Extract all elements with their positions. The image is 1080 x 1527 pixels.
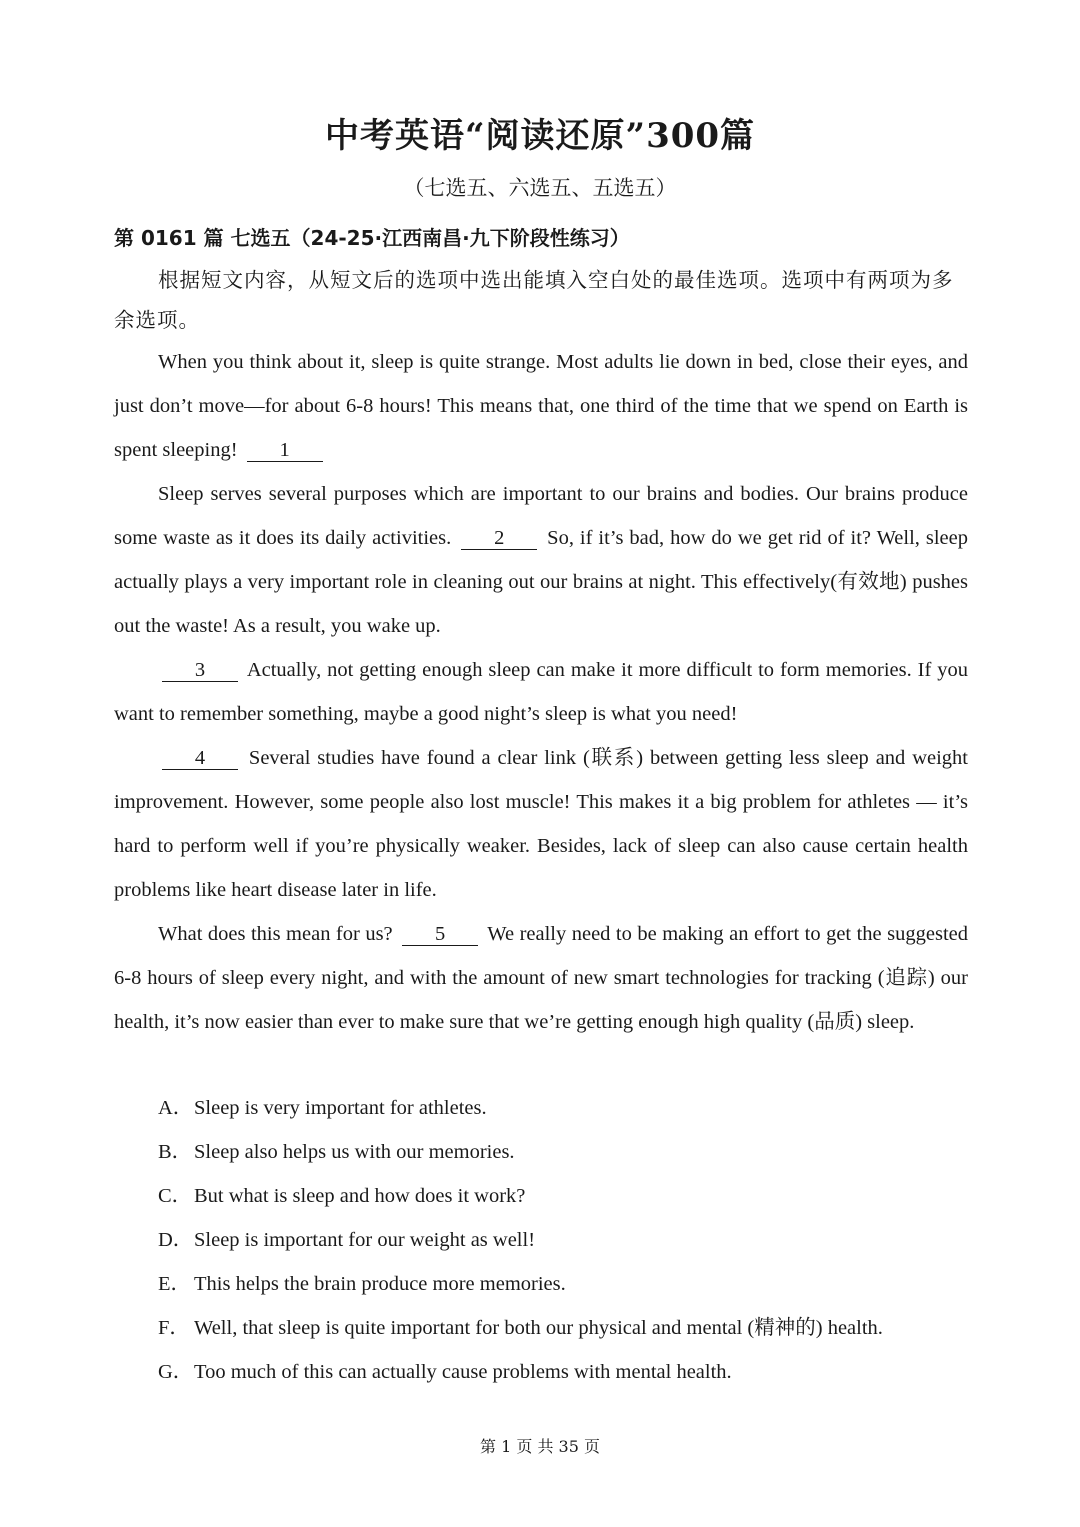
option-letter: B． [158, 1141, 193, 1163]
section-header: 第 0161 篇 七选五（24-25·江西南昌·九下阶段性练习） [114, 226, 630, 250]
blank-5: 5 [402, 923, 478, 946]
paragraph-5-before: What does this mean for us? [158, 923, 393, 945]
option-e [158, 1262, 978, 1306]
page-footer: 第 1 页 共 35 页 [480, 1437, 600, 1456]
option-a [158, 1086, 978, 1130]
option-text: Sleep also helps us with our memories. [194, 1141, 515, 1163]
passage [114, 340, 968, 1044]
option-letter: E． [158, 1273, 192, 1295]
paragraph-5-after: We really need to be making an effort to get the suggested 6-8 hours of sleep every night, and with the amount of new smart technologies for tracking (追踪) our health, it’s now easier than ever to make sure that we’re getting enough high quality (品质) sleep. [114, 923, 968, 1033]
document-title: 中考英语“阅读还原”300篇 [324, 116, 756, 156]
option-text: Well, that sleep is quite important for both our physical and mental (精神的) health. [194, 1317, 883, 1339]
blank-3: 3 [162, 659, 238, 682]
option-letter: C． [158, 1185, 193, 1207]
option-d [158, 1218, 978, 1262]
option-letter: A． [158, 1097, 194, 1119]
option-text: Too much of this can actually cause problems with mental health. [194, 1361, 732, 1383]
options-list [158, 1086, 978, 1394]
paragraph-3-text: Actually, not getting enough sleep can make it more difficult to form memories. If you want to remember something, maybe a good night’s sleep is what you need! [114, 659, 968, 725]
option-letter: G． [158, 1361, 194, 1383]
option-text: This helps the brain produce more memories. [194, 1273, 566, 1295]
paragraph-5 [114, 912, 968, 1044]
option-text: But what is sleep and how does it work? [194, 1185, 526, 1207]
paragraph-2-before: Sleep serves several purposes which are important to our brains and bodies. Our brains produce some waste as it does its daily activities. [114, 483, 968, 549]
blank-1: 1 [247, 439, 323, 462]
option-letter: F． [158, 1317, 190, 1339]
paragraph-2-after: So, if it’s bad, how do we get rid of it? Well, sleep actually plays a very important role in cleaning out our brains at night. This effectively(有效地) pushes out the waste! As a result, you wake up. [114, 527, 968, 637]
document-subtitle: （七选五、六选五、五选五） [403, 176, 677, 200]
paragraph-1 [114, 340, 968, 472]
option-letter: D． [158, 1229, 194, 1251]
option-text: Sleep is very important for athletes. [194, 1097, 487, 1119]
paragraph-2 [114, 472, 968, 648]
paragraph-4-text: Several studies have found a clear link (联系) between getting less sleep and weight improvement. However, some people also lost muscle! This makes it a big problem for athletes — it’s hard to perform well if you’re physically weaker. Besides, lack of sleep can also cause certain health problems like heart disease later in life. [114, 747, 969, 901]
paragraph-3 [114, 648, 968, 736]
option-b [158, 1130, 978, 1174]
option-g [158, 1350, 978, 1394]
blank-2: 2 [461, 527, 537, 550]
paragraph-1-text: When you think about it, sleep is quite strange. Most adults lie down in bed, close their eyes, and just don’t move—for about 6-8 hours! This means that, one third of the time that we spend on Earth is spent sleeping! [114, 351, 968, 461]
option-c [158, 1174, 978, 1218]
instructions: 根据短文内容，从短文后的选项中选出能填入空白处的最佳选项。选项中有两项为多余选项。 [114, 268, 954, 332]
blank-4: 4 [162, 747, 238, 770]
option-f [158, 1306, 978, 1350]
option-text: Sleep is important for our weight as well! [194, 1229, 536, 1251]
paragraph-4 [114, 736, 968, 912]
